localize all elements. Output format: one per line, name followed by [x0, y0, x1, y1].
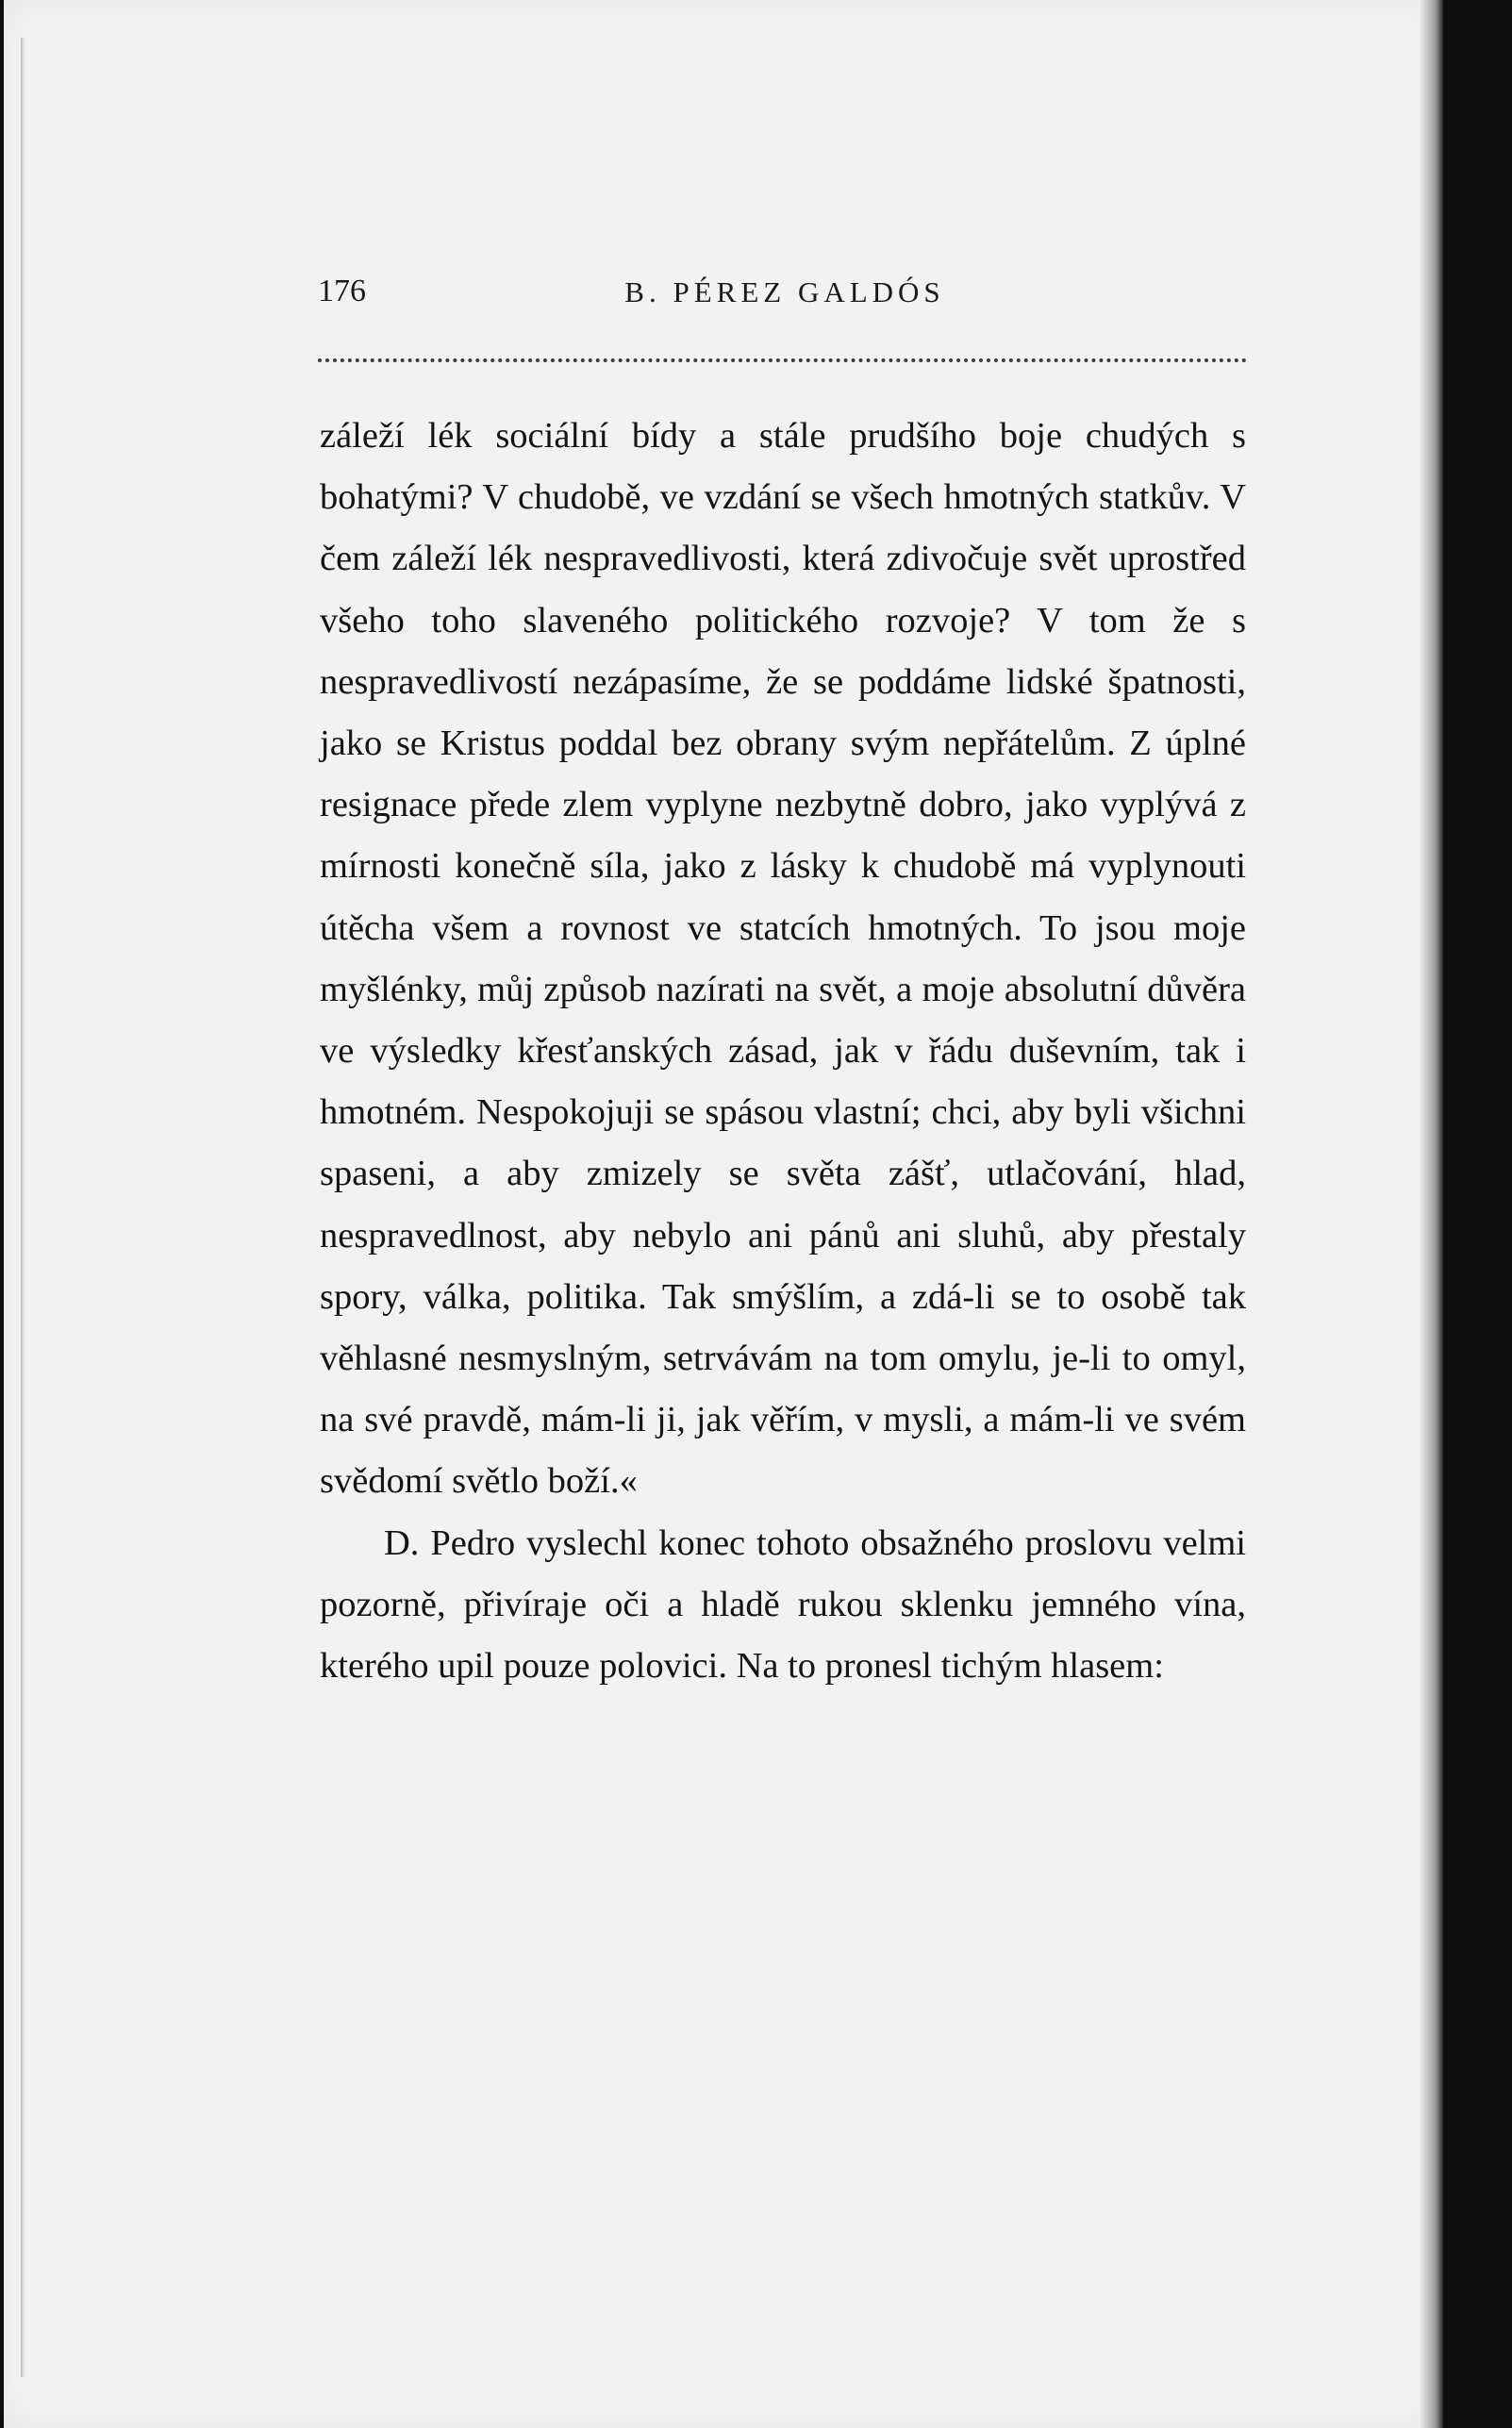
page-edge-shadow	[1419, 0, 1443, 2428]
running-head-author: B. PÉREZ GALDÓS	[624, 275, 945, 308]
header-dotted-rule	[318, 358, 1247, 362]
paragraph-continued: záleží lék sociální bídy a stále prudšího boje chudých s bohatými? V chudobě, ve vzdání se všech hmotných statkův. V čem záleží lék nespravedlivosti, která zdivočuje svět uprostřed všeho toho slaveného politického rozvoje? V tom že s nespravedlivostí nezápasíme, že se poddáme lidské špatnosti, jako se Kristus poddal bez obrany svým nepřátelům. Z úplné resignace přede zlem vyplyne nezbytně dobro, jako vyplývá z mírnosti konečně síla, jako z lásky k chudobě má vyplynouti útěcha všem a rovnost ve statcích hmotných. To jsou moje myšlénky, můj způsob nazírati na svět, a moje absolutní důvěra ve výsledky křesťanských zásad, jak v řádu duševním, tak i hmotném. Nespokojuji se spásou vlastní; chci, aby byli všichni spaseni, a aby zmizely se světa zášť, utlačování, hlad, nespravedlnost, aby nebylo ani pánů ani sluhů, aby přestaly spory, válka, politika. Tak smýšlím, a zdá-li se to osobě tak věhlasné nesmyslným, setrvávám na tom omylu, je-li to omyl, na své pravdě, mám-li ji, jak věřím, v mysli, a mám-li ve svém svědomí světlo boží.«	[320, 416, 1246, 1502]
page-binding-edge	[21, 38, 26, 2377]
book-page	[4, 0, 1439, 2428]
page-number: 176	[318, 274, 366, 308]
page-header	[318, 274, 1252, 321]
body-text	[320, 406, 1246, 1697]
paragraph: D. Pedro vyslechl konec tohoto obsažného proslovu velmi pozorně, přivíraje oči a hladě rukou sklenku jemného vína, kterého upil pouze polovici. Na to pronesl tichým hlasem:	[320, 1522, 1246, 1687]
